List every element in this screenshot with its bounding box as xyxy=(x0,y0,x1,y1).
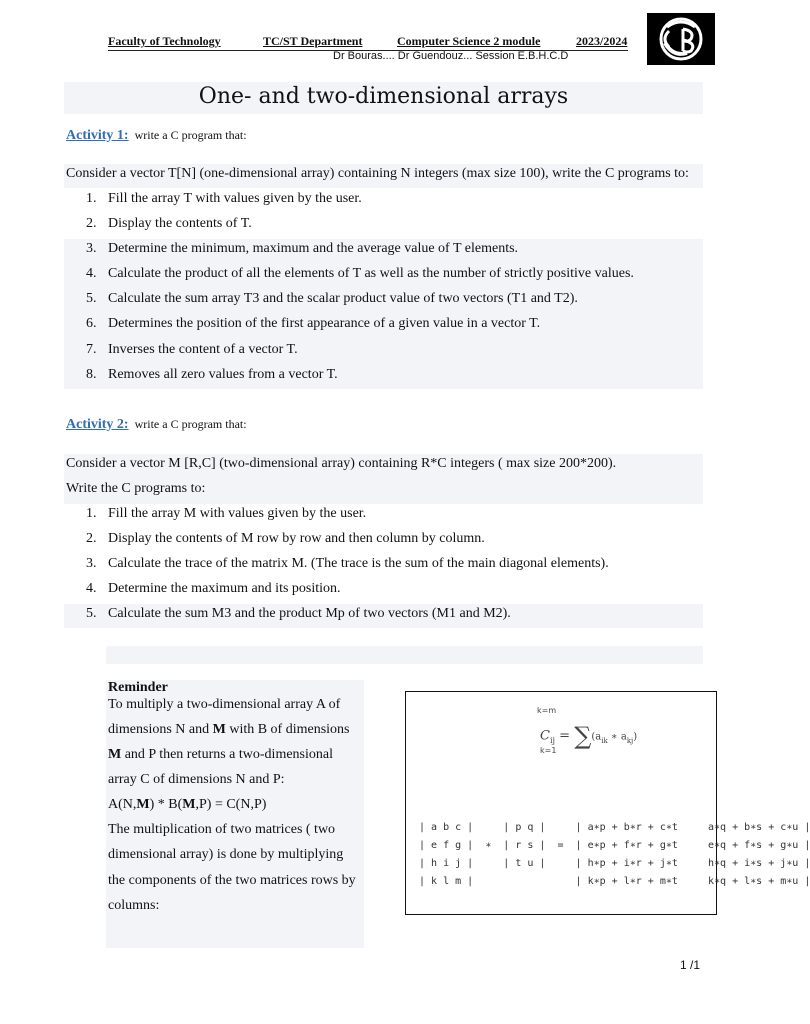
matrix-row: | k l m | | k∗p + l∗r + m∗t k∗q + l∗s + m∗u | xyxy=(419,876,810,887)
activity-1-intro: Consider a vector T[N] (one-dimensional array) containing N integers (max size 100), write the C programs to: xyxy=(66,166,689,181)
matrix-row: | e f g | ∗ | r s | = | e∗p + f∗r + g∗t e∗q + f∗s + g∗u | xyxy=(419,840,810,851)
activity-1-text: write a C program that: xyxy=(134,128,247,142)
matrix-row: | a b c | | p q | | a∗p + b∗r + c∗t a∗q + b∗s + c∗u | xyxy=(419,822,810,833)
reminder-line: M and P then returns a two-dimensional xyxy=(108,747,333,762)
document-header xyxy=(108,34,628,51)
list-item: 8. Removes all zero values from a vector T. xyxy=(86,367,338,382)
activity-2-heading xyxy=(66,416,247,433)
reminder-line: The multiplication of two matrices ( two xyxy=(108,822,336,837)
reminder-line: array C of dimensions N and P: xyxy=(108,772,285,787)
reminder-line: dimensions N and M with B of dimensions xyxy=(108,722,350,737)
reminder-line: A(N,M) * B(M,P) = C(N,P) xyxy=(108,797,267,812)
page-title: One- and two-dimensional arrays xyxy=(198,84,569,109)
activity-2-text: write a C program that: xyxy=(134,417,247,431)
department-label: TC/ST Department xyxy=(263,34,363,48)
faculty-label: Faculty of Technology xyxy=(108,34,221,48)
list-item: 3. Calculate the trace of the matrix M. (The trace is the sum of the main diagonal elements). xyxy=(86,556,609,571)
list-item: 5. Calculate the sum M3 and the product Mp of two vectors (M1 and M2). xyxy=(86,606,511,621)
year-label: 2023/2024 xyxy=(576,34,628,48)
activity-2-intro: Consider a vector M [R,C] (two-dimensional array) containing R*C integers ( max size 200*200). xyxy=(66,456,617,471)
reminder-line: the components of the two matrices rows by xyxy=(108,873,356,888)
authors-line: Dr Bouras.... Dr Guendouz... Session E.B.H.C.D xyxy=(333,50,569,62)
activity-2-label: Activity 2: xyxy=(66,417,129,432)
list-item: 6. Determines the position of the first appearance of a given value in a vector T. xyxy=(86,316,541,331)
matrix-product-formula: $C_{ij} = \sum(a_{ik}$ ∗ $a_{kj}$) xyxy=(540,722,638,750)
sigma-icon: ∑ xyxy=(574,722,592,750)
list-item: 5. Calculate the sum array T3 and the scalar product value of two vectors (T1 and T2). xyxy=(86,291,578,306)
reminder-line: dimensional array) is done by multiplying xyxy=(108,847,344,862)
list-item: 3. Determine the minimum, maximum and the average value of T elements. xyxy=(86,241,519,256)
list-item: 1. Fill the array T with values given by the user. xyxy=(86,191,362,206)
logo-emblem-icon xyxy=(647,13,715,65)
separator-band xyxy=(106,646,703,664)
list-item: 2. Display the contents of M row by row and then column by column. xyxy=(86,531,485,546)
university-logo xyxy=(647,13,715,65)
formula-box xyxy=(405,691,810,915)
reminder-line: columns: xyxy=(108,898,160,913)
list-item: 7. Inverses the content of a vector T. xyxy=(86,342,298,357)
reminder-heading: Reminder xyxy=(108,680,168,695)
matrix-row: | h i j | | t u | | h∗p + i∗r + j∗t h∗q + i∗s + j∗u | xyxy=(419,858,810,869)
activity-1-heading xyxy=(66,127,247,144)
module-label: Computer Science 2 module xyxy=(397,34,541,48)
sum-lower-limit: k=1 xyxy=(540,746,557,755)
activity-2-intro-2: Write the C programs to: xyxy=(66,481,206,496)
page-number: 1 /1 xyxy=(680,958,701,972)
list-item: 4. Determine the maximum and its position. xyxy=(86,581,341,596)
activity-1-label: Activity 1: xyxy=(66,128,129,143)
reminder-line: To multiply a two-dimensional array A of xyxy=(108,697,341,712)
list-item: 1. Fill the array M with values given by the user. xyxy=(86,506,367,521)
list-item: 2. Display the contents of T. xyxy=(86,216,252,231)
sum-upper-limit: k=m xyxy=(537,706,557,715)
list-item: 4. Calculate the product of all the elements of T as well as the number of strictly positive values. xyxy=(86,266,634,281)
